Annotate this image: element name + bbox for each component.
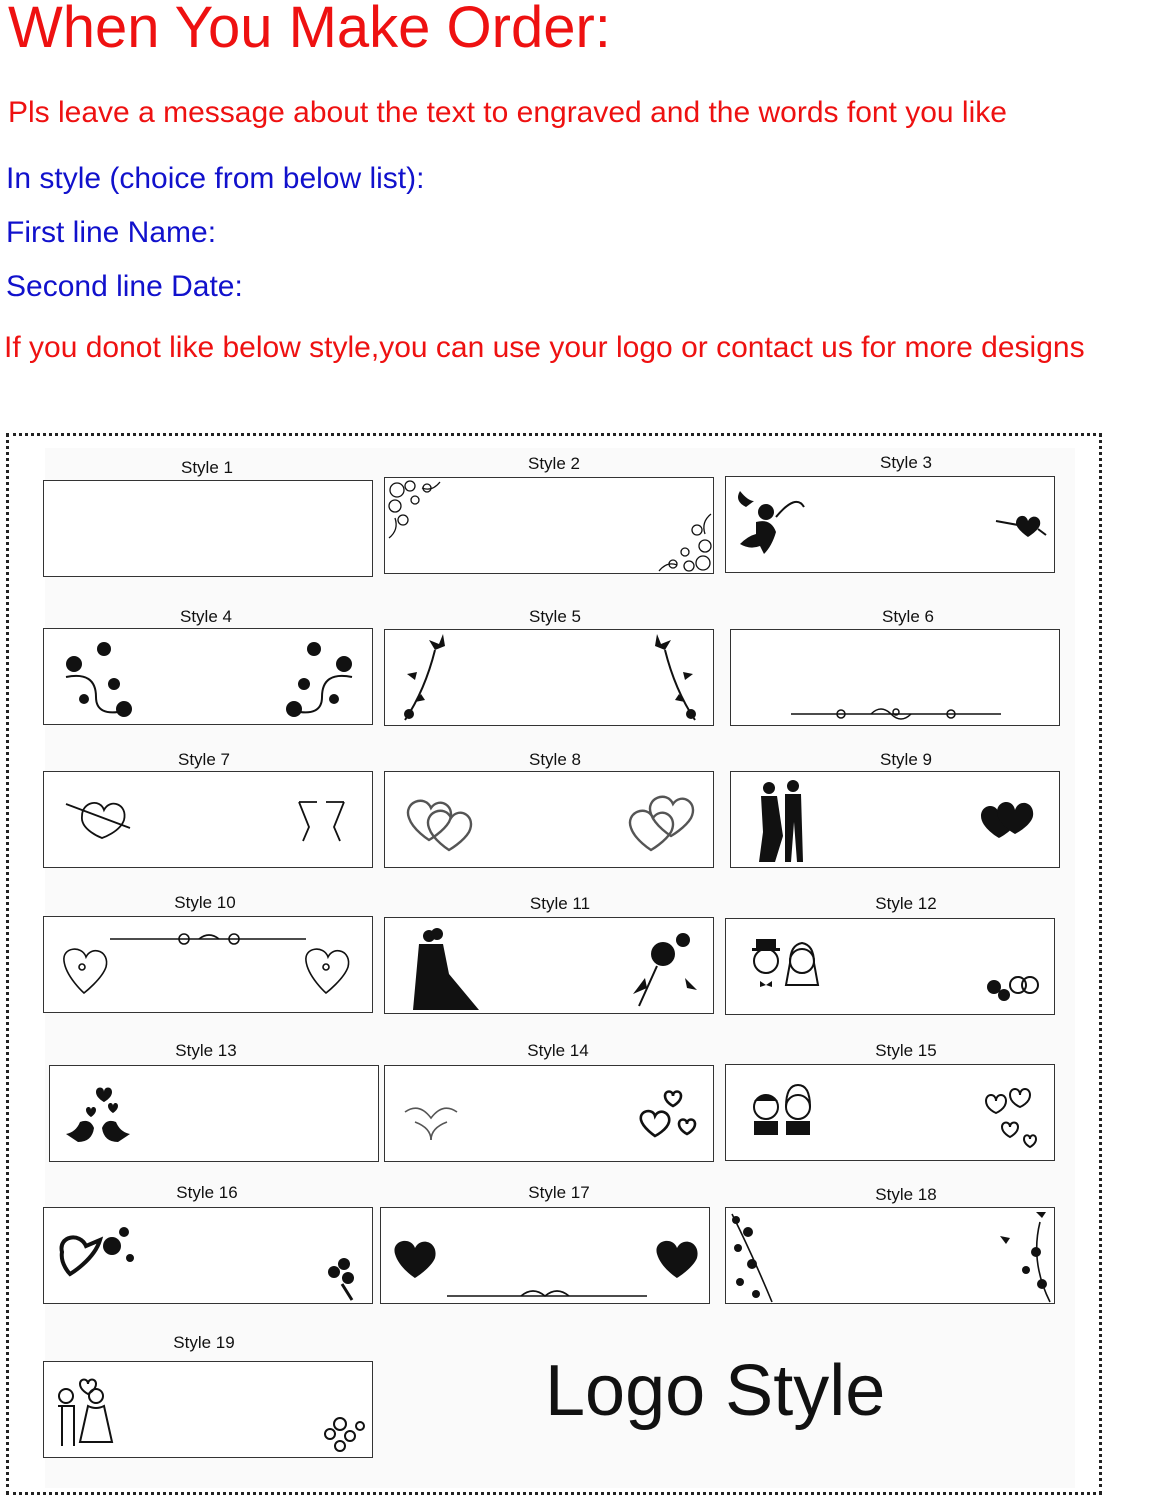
style-1-card[interactable] (43, 480, 373, 577)
style-10-label: Style 10 (174, 893, 236, 912)
style-19-label: Style 19 (173, 1333, 235, 1352)
style-11-card[interactable] (384, 917, 714, 1014)
style-13-label: Style 13 (175, 1041, 237, 1060)
wedding-couple-line-icon (44, 1362, 374, 1459)
lace-heart-flourish-icon (381, 1208, 711, 1305)
groom-bride-rings-icon (726, 919, 1056, 1016)
style-5-card[interactable] (384, 629, 714, 726)
style-17-label: Style 17 (528, 1183, 590, 1202)
style-15-card[interactable] (725, 1064, 1055, 1161)
style-8-card[interactable] (384, 771, 714, 868)
style-12-label: Style 12 (875, 894, 937, 913)
double-heart-outline-icon (385, 772, 715, 869)
style-17-card[interactable] (380, 1207, 710, 1304)
floral-butterfly-icon (726, 1208, 1056, 1305)
style-9-card[interactable] (730, 771, 1060, 868)
doves-hearts-icon (385, 1066, 715, 1163)
style-14-label: Style 14 (527, 1041, 589, 1060)
page-title: When You Make Order: (8, 0, 611, 60)
style-18-label: Style 18 (875, 1185, 937, 1204)
style-9-label: Style 9 (880, 750, 932, 769)
style-7-label: Style 7 (178, 750, 230, 769)
style-15-label: Style 15 (875, 1041, 937, 1060)
style-14-card[interactable] (384, 1065, 714, 1162)
style-8-label: Style 8 (529, 750, 581, 769)
style-6-label: Style 6 (882, 607, 934, 626)
heart-arrow-glasses-icon (44, 772, 374, 869)
couple-cartoon-hearts-icon (726, 1065, 1056, 1162)
scroll-divider-icon (731, 630, 1061, 727)
lily-flower-icon (385, 630, 715, 727)
style-12-card[interactable] (725, 918, 1055, 1015)
floral-corner-icon (385, 478, 715, 575)
style-1-label: Style 1 (181, 458, 233, 477)
bride-groom-rose-icon (385, 918, 715, 1015)
style-choice-line: In style (choice from below list): (6, 162, 425, 195)
style-11-label: Style 11 (529, 894, 591, 913)
style-18-card[interactable] (725, 1207, 1055, 1304)
notice-text: If you donot like below style,you can use your logo or contact us for more designs (4, 331, 1085, 364)
style-3-card[interactable] (725, 476, 1055, 573)
style-4-label: Style 4 (180, 607, 232, 626)
style-16-label: Style 16 (176, 1183, 238, 1202)
first-line-name: First line Name: (6, 216, 217, 249)
style-16-card[interactable] (43, 1207, 373, 1304)
love-birds-icon (50, 1066, 380, 1163)
couple-silhouette-icon (731, 772, 1061, 869)
heart-rose-bouquet-icon (44, 1208, 374, 1305)
style-19-card[interactable] (43, 1361, 373, 1458)
logo-style-label: Logo Style (545, 1351, 886, 1431)
style-13-card[interactable] (49, 1065, 379, 1162)
flower-vine-icon (44, 629, 374, 726)
style-6-card[interactable] (730, 629, 1060, 726)
style-7-card[interactable] (43, 771, 373, 868)
cupid-heart-icon (726, 477, 1056, 574)
instruction-text: Pls leave a message about the text to engraved and the words font you like (8, 96, 1007, 129)
style-4-card[interactable] (43, 628, 373, 725)
style-3-label: Style 3 (880, 453, 932, 472)
style-5-label: Style 5 (529, 607, 581, 626)
lace-heart-divider-icon (44, 917, 374, 1014)
style-2-label: Style 2 (528, 454, 580, 473)
second-line-date: Second line Date: (6, 270, 243, 303)
style-10-card[interactable] (43, 916, 373, 1013)
style-2-card[interactable] (384, 477, 714, 574)
